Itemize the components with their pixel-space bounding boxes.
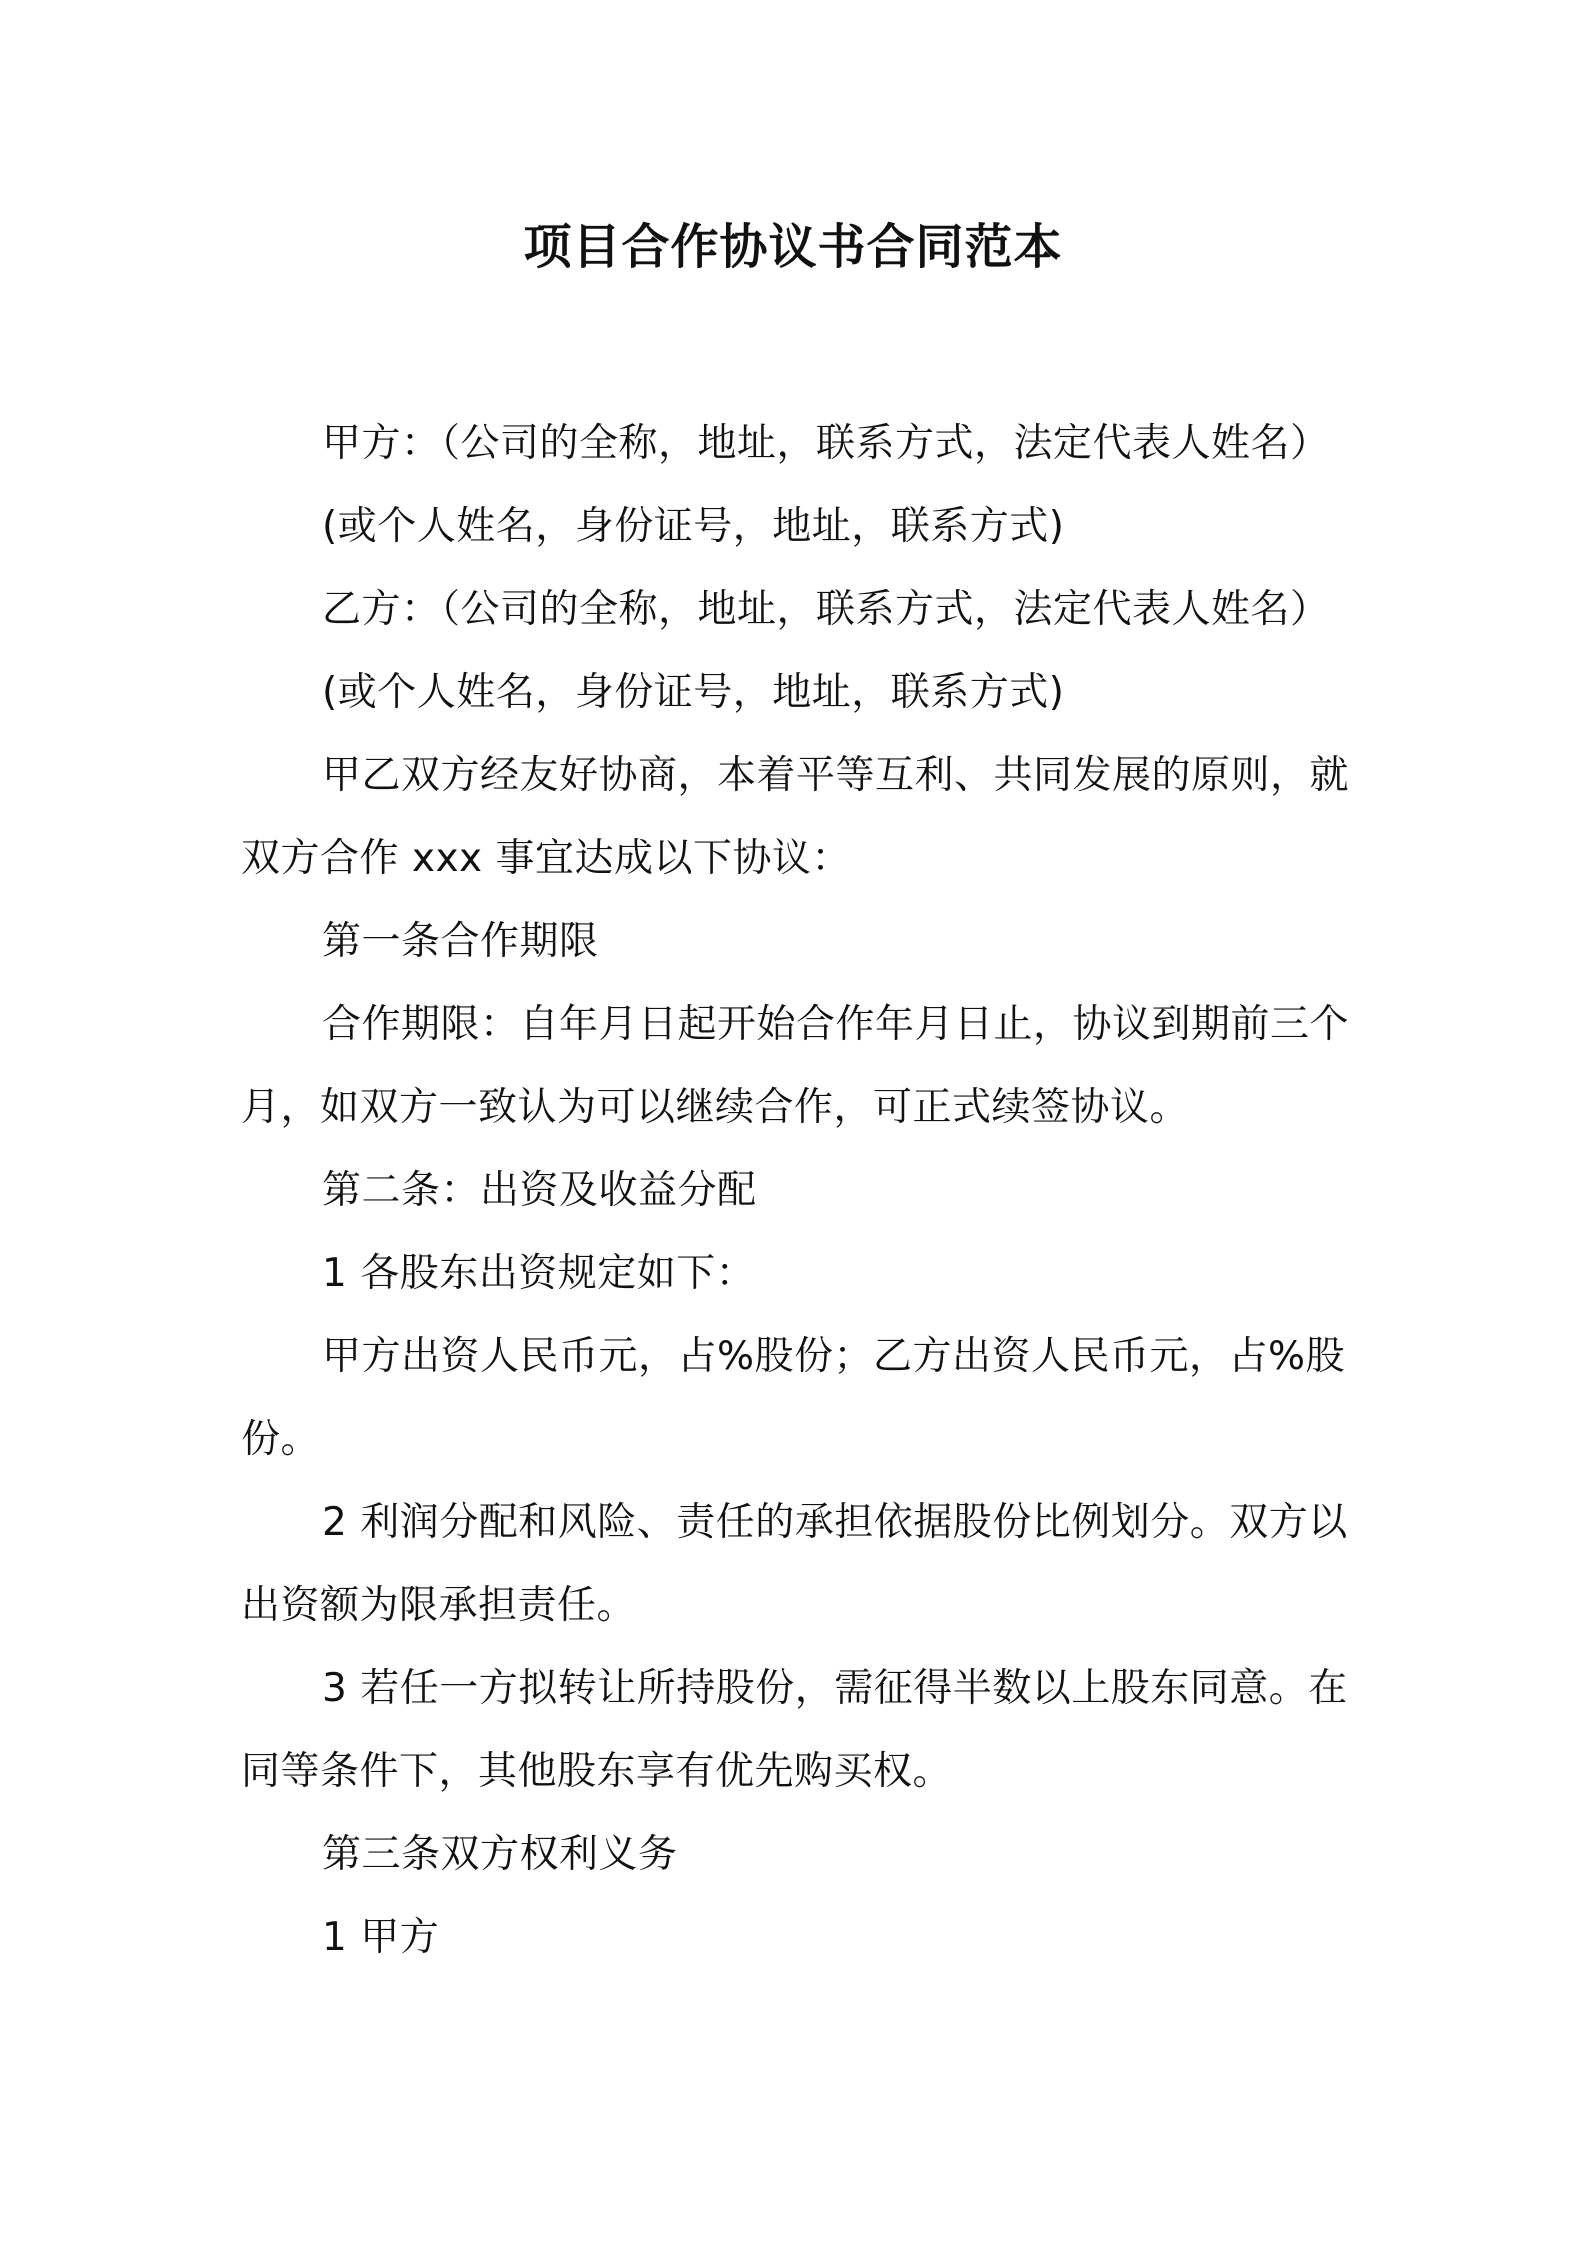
party-a-line: 甲方：（公司的全称，地址，联系方式，法定代表人姓名） [322,421,1330,466]
document-title: 项目合作协议书合同范本 [523,219,1063,275]
article-2-heading: 第二条：出资及收益分配 [322,1168,757,1213]
article-2-item-1: 1 各股东出资规定如下： [322,1251,756,1296]
article-1-body: 合作期限：自年月日起开始合作年月日止，协议到期前三个月，如双方一致认为可以继续合作，可正式续签协议。 [241,1002,1350,1130]
article-2-item-3: 3 若任一方拟转让所持股份，需征得半数以上股东同意。在同等条件下，其他股东享有优先购买权。 [241,1666,1348,1794]
preamble-paragraph: 甲乙双方经友好协商，本着平等互利、共同发展的原则，就双方合作 xxx 事宜达成以下协议： [241,753,1350,881]
article-2-item-2: 2 利润分配和风险、责任的承担依据股份比例划分。双方以出资额为限承担责任。 [241,1500,1348,1628]
article-2-item-1-body: 甲方出资人民币元，占%股份；乙方出资人民币元，占%股份。 [241,1334,1346,1462]
party-b-individual-line: (或个人姓名，身份证号，地址，联系方式) [322,670,1065,715]
document-body [241,402,1351,1979]
article-1-heading: 第一条合作期限 [322,919,599,964]
article-3-heading: 第三条双方权利义务 [322,1832,678,1877]
party-b-line: 乙方：（公司的全称，地址，联系方式，法定代表人姓名） [322,587,1330,632]
party-a-individual-line: (或个人姓名，身份证号，地址，联系方式) [322,504,1065,549]
article-3-item-1: 1 甲方 [322,1915,440,1960]
